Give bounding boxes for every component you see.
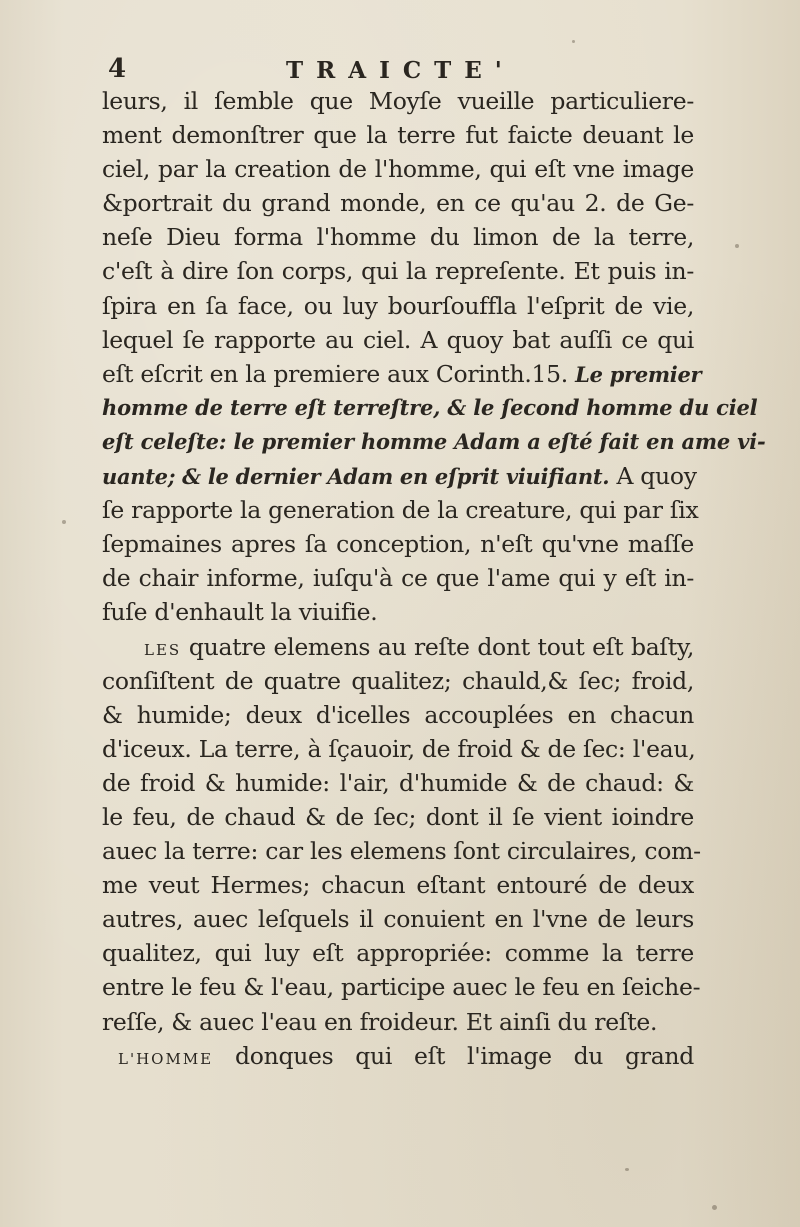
text-roman: A quoy [616, 462, 697, 491]
paper-speck [625, 1168, 629, 1171]
running-title: TRAICTE' [286, 57, 515, 84]
small-caps-initial: L'HOMME [118, 1049, 214, 1068]
text-roman: eſt eſcrit en la premiere aux Corinth.15. [102, 359, 568, 388]
text-line: le feu, de chaud & de ſec; dont il ſe vient ioindre [102, 802, 694, 831]
text-line [102, 357, 702, 391]
text-line: leurs, il ſemble que Moyſe vueille particuliere- [102, 87, 694, 115]
body-text [102, 84, 766, 1073]
text-italic: uante; & le dernier Adam en eſprit viuifiant. [102, 464, 610, 490]
text-line: ſe rapporte la generation de la creature, qui par ſix [102, 496, 699, 525]
small-caps-initial: LES [144, 640, 182, 659]
text-line: reſſe, & auec l'eau en froideur. Et ainſi du reſte. [102, 1007, 658, 1036]
text-line: me veut Hermes; chacun eſtant entouré de deux [102, 871, 694, 900]
text-italic: Le premier [575, 361, 702, 387]
text-roman: quatre elemens au reſte dont tout eſt baſty, [188, 632, 695, 661]
text-line: de froid & humide: l'air, d'humide & de chaud: & [102, 768, 694, 797]
text-line: fuſe d'enhault la viuifie. [102, 598, 378, 627]
text-line: ciel, par la creation de l'homme, qui eſt vne image [102, 155, 694, 184]
text-line: autres, auec leſquels il conuient en l'vne de leurs [102, 905, 694, 934]
text-line: auec la terre: car les elemens ſont circulaires, com- [102, 837, 701, 866]
text-line-italic: homme de terre eſt terreſtre, & le ſecond homme du ciel [102, 394, 758, 420]
text-line: c'eſt à dire ſon corps, qui la repreſente. Et puis in- [102, 257, 694, 286]
text-line-italic: eſt celeſte: le premier homme Adam a eſté fait en ame vi- [102, 428, 766, 454]
text-roman: donques qui eſt l'image du grand [235, 1041, 694, 1070]
page-number: 4 [108, 54, 128, 84]
text-line: & humide; deux d'icelles accouplées en chacun [102, 700, 694, 729]
text-line: &portrait du grand monde, en ce qu'au 2. de Ge- [102, 189, 694, 218]
text-line: qualitez, qui luy eſt appropriée: comme la terre [102, 939, 694, 968]
paper-speck [735, 244, 739, 248]
paragraph-start [102, 630, 694, 664]
paper-speck [572, 40, 575, 43]
text-line: entre le feu & l'eau, participe auec le feu en ſeiche- [102, 973, 701, 1002]
text-line: d'iceux. La terre, à ſçauoir, de froid & de ſec: l'eau, [102, 734, 696, 763]
text-line: neſe Dieu forma l'homme du limon de la terre, [102, 223, 694, 252]
text-line: ment demonſtrer que la terre fut faicte deuant le [102, 121, 694, 150]
text-line: lequel ſe rapporte au ciel. A quoy bat auſſi ce qui [102, 325, 694, 354]
paper-speck [712, 1205, 717, 1210]
paper-speck [62, 520, 66, 524]
text-line: ſepmaines apres ſa conception, n'eſt qu'vne maſſe [102, 530, 694, 559]
text-line: de chair informe, iuſqu'à ce que l'ame qui y eſt in- [102, 564, 694, 593]
text-line [102, 459, 697, 493]
text-line: conſiſtent de quatre qualitez; chauld,& ſec; froid, [102, 666, 694, 695]
paragraph-start [102, 1039, 694, 1073]
text-line: ſpira en ſa face, ou luy bourſouffla l'eſprit de vie, [102, 291, 694, 320]
